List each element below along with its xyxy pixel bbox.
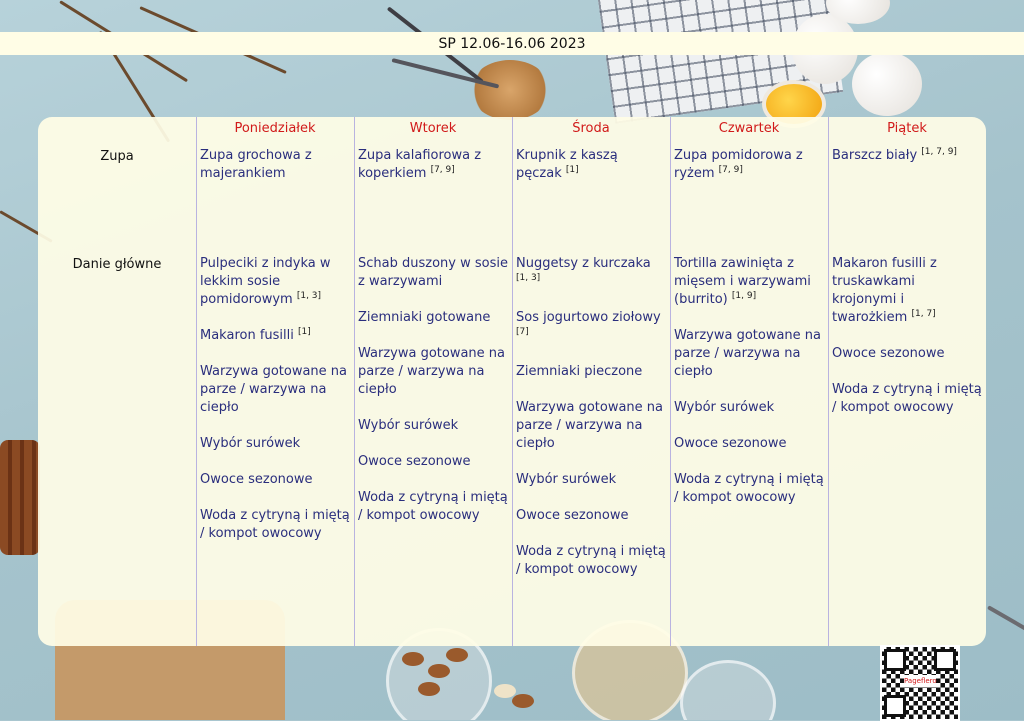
- day-header: Poniedziałek: [234, 121, 316, 136]
- dish-name: Wybór surówek: [674, 400, 775, 415]
- row-label: Danie główne: [72, 257, 162, 272]
- menu-cell: [674, 255, 824, 507]
- dish-name: Woda z cytryną i miętą / kompot owocowy: [674, 472, 824, 505]
- dish-item: [200, 435, 350, 453]
- dish-name: Owoce sezonowe: [674, 436, 787, 451]
- menu-cell: [516, 147, 666, 183]
- dish-item: [516, 471, 666, 489]
- dish-item: [674, 399, 824, 417]
- day-header: Wtorek: [409, 121, 457, 136]
- menu-cell: [358, 255, 508, 525]
- qr-code[interactable]: [880, 645, 960, 721]
- dish-name: Woda z cytryną i miętą / kompot owocowy: [516, 544, 666, 577]
- dish-name: Wybór surówek: [516, 472, 617, 487]
- dish-item: [674, 471, 824, 507]
- dish-name: Owoce sezonowe: [516, 508, 629, 523]
- dish-item: [200, 147, 350, 183]
- dish-name: Woda z cytryną i miętą / kompot owocowy: [832, 382, 982, 415]
- dish-item: [516, 543, 666, 579]
- dish-item: [200, 255, 350, 309]
- dish-name: Nuggetsy z kurczaka: [516, 256, 651, 271]
- dish-item: [358, 309, 508, 327]
- dish-item: [516, 309, 666, 345]
- menu-table: [38, 117, 986, 646]
- allergen-codes: [1, 7, 9]: [921, 147, 957, 157]
- dish-name: Wybór surówek: [358, 418, 459, 433]
- dish-name: Makaron fusilli: [200, 328, 294, 343]
- dish-name: Pulpeciki z indyka w lekkim sosie pomidorowym: [200, 256, 331, 307]
- dish-name: Zupa kalafiorowa z koperkiem: [358, 148, 482, 181]
- menu-cell: [674, 147, 824, 183]
- dish-name: Ziemniaki gotowane: [358, 310, 491, 325]
- menu-cell: [200, 255, 350, 543]
- day-header: Środa: [572, 121, 610, 136]
- dish-name: Owoce sezonowe: [358, 454, 471, 469]
- dish-item: [674, 435, 824, 453]
- dish-name: Woda z cytryną i miętą / kompot owocowy: [200, 508, 350, 541]
- dish-name: Makaron fusilli z truskawkami krojonymi i twarożkiem: [832, 256, 937, 325]
- menu-cell: [832, 147, 982, 165]
- dish-item: [832, 345, 982, 363]
- dish-name: Warzywa gotowane na parze / warzywa na ciepło: [358, 346, 506, 397]
- allergen-codes: [1, 9]: [731, 291, 757, 301]
- menu-cell: [200, 147, 350, 183]
- dish-item: [516, 147, 666, 183]
- dish-name: Warzywa gotowane na parze / warzywa na ciepło: [200, 364, 348, 415]
- allergen-codes: [7, 9]: [430, 165, 455, 175]
- dish-item: [674, 327, 824, 381]
- menu-cell: [516, 255, 666, 579]
- dish-item: [358, 453, 508, 471]
- dish-name: Krupnik z kaszą pęczak: [516, 148, 618, 181]
- dish-item: [832, 255, 982, 327]
- dish-item: [516, 507, 666, 525]
- dish-item: [832, 381, 982, 417]
- allergen-codes: [7]: [516, 327, 529, 337]
- column-divider: [512, 117, 513, 646]
- day-header: Czwartek: [718, 121, 780, 136]
- dish-item: [358, 417, 508, 435]
- dish-name: Owoce sezonowe: [832, 346, 945, 361]
- dish-item: [200, 471, 350, 489]
- dish-name: Barszcz biały: [832, 148, 918, 163]
- dish-item: [516, 399, 666, 453]
- column-divider: [828, 117, 829, 646]
- qr-logo-text: Pageflero: [904, 677, 937, 685]
- dish-item: [358, 147, 508, 183]
- page-title: SP 12.06-16.06 2023: [0, 32, 1024, 55]
- day-header: Piątek: [887, 121, 927, 136]
- dish-name: Wybór surówek: [200, 436, 301, 451]
- allergen-codes: [1]: [298, 327, 311, 337]
- dish-item: [200, 327, 350, 345]
- dish-name: Zupa grochowa z majerankiem: [200, 148, 312, 181]
- dish-name: Tortilla zawinięta z mięsem i warzywami (burrito): [674, 256, 811, 307]
- cinnamon-decoration: [0, 440, 40, 555]
- menu-cell: [358, 147, 508, 183]
- dish-name: Warzywa gotowane na parze / warzywa na ciepło: [516, 400, 664, 451]
- allergen-codes: [1, 3]: [516, 273, 541, 283]
- dish-item: [358, 489, 508, 525]
- dish-item: [674, 147, 824, 183]
- dish-item: [516, 255, 666, 291]
- dish-name: Owoce sezonowe: [200, 472, 313, 487]
- brown-sugar-decoration: [470, 60, 550, 120]
- dish-item: [516, 363, 666, 381]
- dish-item: [832, 147, 982, 165]
- column-divider: [196, 117, 197, 646]
- allergen-codes: [1, 3]: [296, 291, 322, 301]
- dish-item: [674, 255, 824, 309]
- column-divider: [354, 117, 355, 646]
- column-divider: [670, 117, 671, 646]
- menu-cell: [832, 255, 982, 417]
- dish-name: Ziemniaki pieczone: [516, 364, 643, 379]
- dish-item: [200, 363, 350, 417]
- dish-name: Warzywa gotowane na parze / warzywa na ciepło: [674, 328, 822, 379]
- allergen-codes: [1]: [565, 165, 579, 175]
- dish-item: [200, 507, 350, 543]
- dish-item: [358, 255, 508, 291]
- allergen-codes: [7, 9]: [718, 165, 743, 175]
- dish-name: Schab duszony w sosie z warzywami: [358, 256, 508, 289]
- dish-name: Sos jogurtowo ziołowy: [516, 310, 661, 325]
- dish-item: [358, 345, 508, 399]
- allergen-codes: [1, 7]: [911, 309, 936, 319]
- dish-name: Woda z cytryną i miętą / kompot owocowy: [358, 490, 508, 523]
- row-label: Zupa: [100, 149, 134, 164]
- dish-name: Zupa pomidorowa z ryżem: [674, 148, 803, 181]
